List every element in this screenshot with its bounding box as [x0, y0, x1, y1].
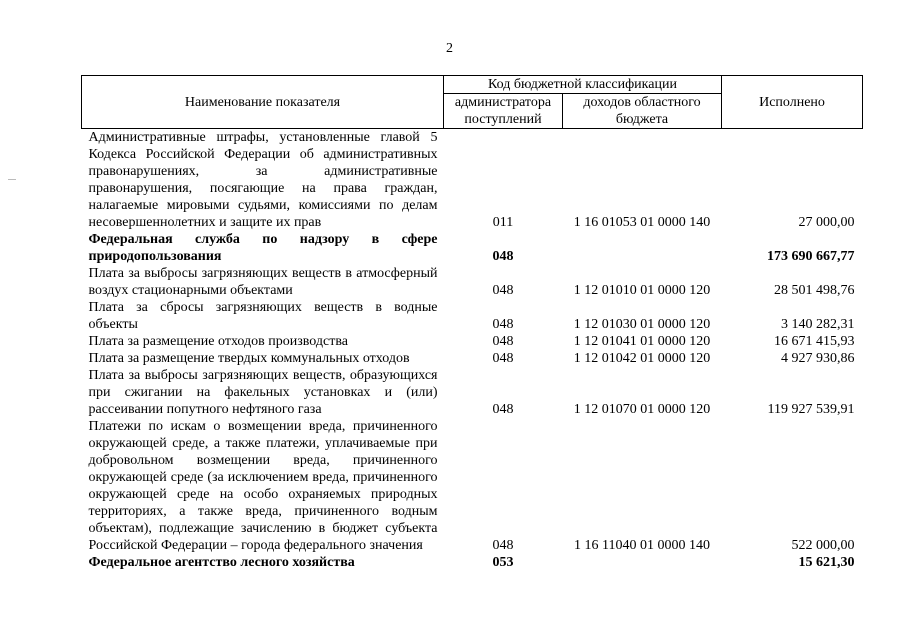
row-name: Административные штрафы, установленные главой 5 Кодекса Российской Федерации об административных правонарушениях, за административные правонарушения, посягающие на права граждан, налагаемые мировыми судьями, комиссиями по делам несовершеннолетних и защите их прав — [88, 130, 438, 230]
row-executed-amount: 4 927 930,86 — [781, 351, 855, 366]
table-header — [82, 76, 863, 129]
row-revenue-code: 1 12 01070 01 0000 120 — [573, 402, 711, 417]
row-name: Плата за сбросы загрязняющих веществ в водные объекты — [88, 300, 438, 332]
table-row — [82, 129, 863, 232]
row-name: Федеральная служба по надзору в сфере природопользования — [88, 232, 438, 264]
row-admin-code: 048 — [492, 317, 514, 332]
row-name: Плата за выбросы загрязняющих веществ, образующихся при сжигании на факельных установках и (или) рассеивании попутного нефтяного газа — [88, 368, 438, 417]
row-executed-amount: 522 000,00 — [791, 538, 855, 553]
row-executed-amount: 3 140 282,31 — [781, 317, 855, 332]
row-name: Плата за размещение твердых коммунальных отходов — [88, 351, 410, 366]
scan-artifact — [8, 179, 16, 180]
row-admin-code: 048 — [492, 538, 514, 553]
table-row — [82, 299, 863, 333]
row-executed-amount: 119 927 539,91 — [767, 402, 855, 417]
table-row — [82, 231, 863, 265]
row-admin-code: 053 — [492, 555, 514, 570]
table-row — [82, 265, 863, 299]
table-row — [82, 350, 863, 367]
table-row — [82, 367, 863, 418]
table-body — [82, 129, 863, 572]
row-revenue-code: 1 16 01053 01 0000 140 — [573, 215, 711, 230]
row-revenue-code — [563, 231, 722, 265]
row-revenue-code: 1 12 01041 01 0000 120 — [573, 334, 711, 349]
row-revenue-code — [563, 554, 722, 571]
row-revenue-code: 1 12 01010 01 0000 120 — [573, 283, 711, 298]
row-name: Платежи по искам о возмещении вреда, причиненного окружающей среде, а также платежи, уплачиваемые при добровольном возмещении вреда, причиненного окружающей среде (за исключением вреда, причиненного окружающей среде на особо охраняемых природных территориях, а также вреда, причиненного водным объектам), подлежащие зачислению в бюджет субъекта Российской Федерации – города федерального значения — [88, 419, 438, 553]
header-revenue-column: доходов областного бюджета — [563, 94, 722, 129]
page-number: 2 — [446, 41, 453, 56]
row-executed-amount: 28 501 498,76 — [774, 283, 855, 298]
row-admin-code: 048 — [492, 334, 514, 349]
row-executed-amount: 173 690 667,77 — [767, 249, 855, 264]
table-row — [82, 333, 863, 350]
header-admin-column: администратора поступлений — [444, 94, 563, 129]
row-revenue-code: 1 12 01030 01 0000 120 — [573, 317, 711, 332]
table-row — [82, 554, 863, 571]
header-name-column: Наименование показателя — [82, 76, 444, 129]
row-revenue-code: 1 12 01042 01 0000 120 — [573, 351, 711, 366]
row-admin-code: 048 — [492, 402, 514, 417]
table-row — [82, 418, 863, 554]
row-revenue-code: 1 16 11040 01 0000 140 — [574, 538, 710, 553]
budget-table — [81, 75, 863, 571]
row-admin-code: 048 — [492, 283, 514, 298]
row-executed-amount: 15 621,30 — [798, 555, 855, 570]
row-admin-code: 048 — [492, 351, 514, 366]
row-executed-amount: 16 671 415,93 — [774, 334, 855, 349]
row-name: Плата за размещение отходов производства — [88, 334, 348, 349]
row-admin-code: 048 — [492, 249, 514, 264]
row-admin-code: 011 — [492, 215, 514, 230]
row-executed-amount: 27 000,00 — [798, 215, 855, 230]
row-name: Плата за выбросы загрязняющих веществ в атмосферный воздух стационарными объектами — [88, 266, 438, 298]
header-code-group: Код бюджетной классификации — [444, 76, 722, 94]
header-executed-column: Исполнено — [722, 76, 863, 129]
row-name: Федеральное агентство лесного хозяйства — [88, 555, 355, 570]
